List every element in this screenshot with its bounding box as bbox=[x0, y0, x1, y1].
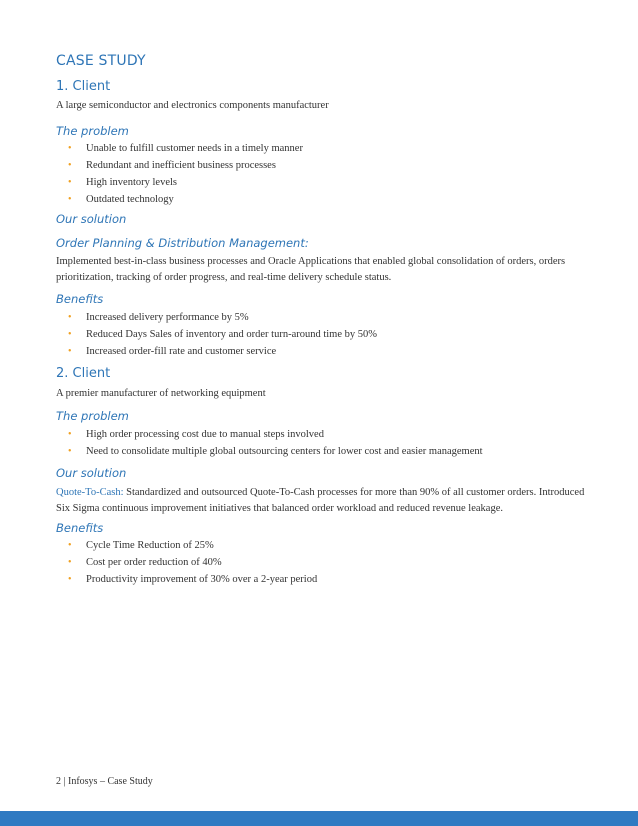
client2-benefits-list bbox=[68, 537, 317, 588]
bullet-icon: • bbox=[68, 160, 72, 171]
client2-problem-list bbox=[68, 426, 483, 460]
list-item: • Need to consolidate multiple global outsourcing centers for lower cost and easier management bbox=[68, 443, 483, 460]
client1-benefits-list bbox=[68, 309, 377, 360]
client2-solution-heading: Our solution bbox=[56, 466, 127, 480]
bullet-icon: • bbox=[68, 346, 72, 357]
list-item: • Cost per order reduction of 40% bbox=[68, 554, 317, 571]
page-title: CASE STUDY bbox=[56, 53, 146, 69]
list-item: • Cycle Time Reduction of 25% bbox=[68, 537, 317, 554]
client1-problem-heading: The problem bbox=[56, 124, 129, 138]
client1-solution-text: Implemented best-in-class business processes and Oracle Applications that enabled global consolidation of orders, orders prioritization, tracking of order progress, and real-time delivery schedule status. bbox=[56, 256, 566, 283]
list-item: • High order processing cost due to manual steps involved bbox=[68, 426, 483, 443]
list-item: • Increased order-fill rate and customer service bbox=[68, 343, 377, 360]
bullet-icon: • bbox=[68, 143, 72, 154]
bullet-icon: • bbox=[68, 312, 72, 323]
client1-solution-subheading: Order Planning & Distribution Management: bbox=[56, 236, 309, 250]
bullet-icon: • bbox=[68, 557, 72, 568]
footer-color-bar bbox=[0, 811, 638, 826]
client2-problem-heading: The problem bbox=[56, 409, 129, 423]
bullet-icon: • bbox=[68, 574, 72, 585]
client1-description: A large semiconductor and electronics components manufacturer bbox=[56, 100, 329, 111]
client1-solution-heading: Our solution bbox=[56, 212, 127, 226]
bullet-icon: • bbox=[68, 177, 72, 188]
solution-label: Quote-To-Cash: bbox=[56, 487, 124, 498]
client2-benefits-heading: Benefits bbox=[56, 521, 104, 535]
list-item: • Unable to fulfill customer needs in a timely manner bbox=[68, 140, 303, 157]
client1-benefits-heading: Benefits bbox=[56, 292, 104, 306]
list-item: • Outdated technology bbox=[68, 191, 303, 208]
solution-description: Standardized and outsourced Quote-To-Cash processes for more than 90% of all customer orders. Introduced Six Sigma continuous improvement initiatives that balanced order workload and reduced revenue leakage. bbox=[56, 487, 585, 514]
bullet-icon: • bbox=[68, 329, 72, 340]
client2-heading: 2. Client bbox=[56, 366, 111, 381]
list-item: • Reduced Days Sales of inventory and order turn-around time by 50% bbox=[68, 326, 377, 343]
bullet-icon: • bbox=[68, 194, 72, 205]
client1-heading: 1. Client bbox=[56, 79, 111, 94]
client1-problem-list bbox=[68, 140, 303, 208]
list-item: • High inventory levels bbox=[68, 174, 303, 191]
bullet-icon: • bbox=[68, 540, 72, 551]
list-item: • Increased delivery performance by 5% bbox=[68, 309, 377, 326]
client2-solution-text bbox=[56, 485, 586, 517]
list-item: • Redundant and inefficient business processes bbox=[68, 157, 303, 174]
bullet-icon: • bbox=[68, 446, 72, 457]
client2-description: A premier manufacturer of networking equipment bbox=[56, 388, 266, 399]
bullet-icon: • bbox=[68, 429, 72, 440]
page-footer: 2 | Infosys – Case Study bbox=[56, 776, 153, 787]
list-item: • Productivity improvement of 30% over a 2-year period bbox=[68, 571, 317, 588]
